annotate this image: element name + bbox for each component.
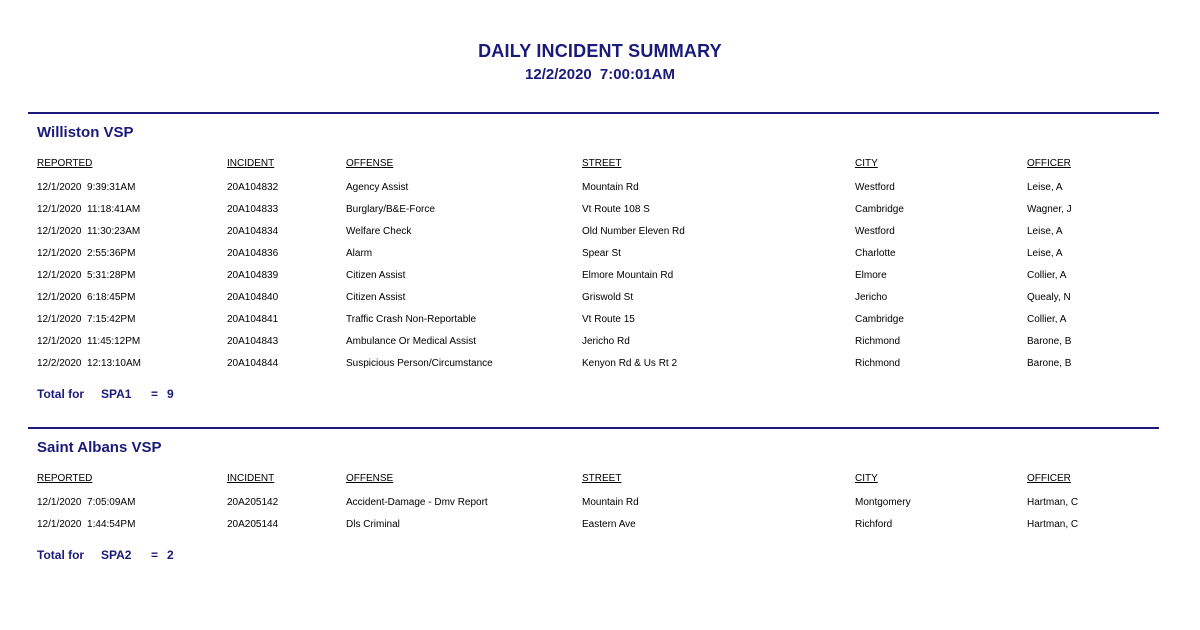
total-equals: = <box>151 387 159 401</box>
incident-table <box>37 158 1147 374</box>
cell-offense: Alarm <box>346 247 373 259</box>
column-header-reported: REPORTED <box>37 158 93 169</box>
cell-incident: 20A104843 <box>227 335 279 347</box>
cell-city: Cambridge <box>855 313 904 325</box>
column-header-offense: OFFENSE <box>346 473 394 484</box>
cell-reported: 12/1/2020 11:18:41AM <box>37 203 141 215</box>
cell-offense: Accident-Damage - Dmv Report <box>346 496 488 508</box>
column-header-officer: OFFICER <box>1027 158 1071 169</box>
cell-officer: Barone, B <box>1027 357 1072 369</box>
cell-incident: 20A104834 <box>227 225 279 237</box>
section-title: Saint Albans VSP <box>37 439 162 456</box>
table-header-row <box>37 473 1147 491</box>
total-code: SPA2 <box>101 548 132 562</box>
cell-incident: 20A104840 <box>227 291 279 303</box>
total-count: 2 <box>167 548 174 562</box>
table-row <box>37 352 1147 374</box>
cell-incident: 20A104839 <box>227 269 279 281</box>
cell-officer: Hartman, C <box>1027 496 1079 508</box>
column-header-incident: INCIDENT <box>227 158 275 169</box>
report-header <box>0 40 1200 84</box>
total-code: SPA1 <box>101 387 132 401</box>
cell-city: Richmond <box>855 335 901 347</box>
cell-officer: Quealy, N <box>1027 291 1071 303</box>
section-total <box>37 547 1159 563</box>
incident-table <box>37 473 1147 535</box>
cell-offense: Citizen Assist <box>346 291 406 303</box>
cell-offense: Citizen Assist <box>346 269 406 281</box>
cell-officer: Leise, A <box>1027 181 1063 193</box>
table-row <box>37 308 1147 330</box>
cell-officer: Wagner, J <box>1027 203 1072 215</box>
cell-offense: Burglary/B&E-Force <box>346 203 435 215</box>
cell-incident: 20A205142 <box>227 496 279 508</box>
table-header-row <box>37 158 1147 176</box>
cell-city: Richford <box>855 518 893 530</box>
cell-reported: 12/1/2020 1:44:54PM <box>37 518 136 530</box>
column-header-city: CITY <box>855 473 878 484</box>
cell-reported: 12/1/2020 2:55:36PM <box>37 247 136 259</box>
cell-offense: Ambulance Or Medical Assist <box>346 335 477 347</box>
report-title: DAILY INCIDENT SUMMARY <box>478 41 722 61</box>
cell-incident: 20A104836 <box>227 247 279 259</box>
section-title: Williston VSP <box>37 124 134 141</box>
column-header-city: CITY <box>855 158 878 169</box>
total-label: Total for <box>37 387 85 401</box>
table-row <box>37 220 1147 242</box>
cell-offense: Suspicious Person/Circumstance <box>346 357 493 369</box>
cell-street: Griswold St <box>582 291 634 303</box>
cell-reported: 12/1/2020 7:15:42PM <box>37 313 136 325</box>
cell-city: Montgomery <box>855 496 911 508</box>
total-count: 9 <box>167 387 174 401</box>
table-row <box>37 491 1147 513</box>
cell-street: Elmore Mountain Rd <box>582 269 674 281</box>
table-row <box>37 286 1147 308</box>
cell-reported: 12/1/2020 5:31:28PM <box>37 269 136 281</box>
cell-street: Spear St <box>582 247 621 259</box>
total-equals: = <box>151 548 159 562</box>
cell-reported: 12/2/2020 12:13:10AM <box>37 357 141 369</box>
cell-officer: Barone, B <box>1027 335 1072 347</box>
cell-reported: 12/1/2020 11:45:12PM <box>37 335 141 347</box>
column-header-incident: INCIDENT <box>227 473 275 484</box>
cell-officer: Collier, A <box>1027 269 1067 281</box>
cell-reported: 12/1/2020 7:05:09AM <box>37 496 136 508</box>
table-row <box>37 513 1147 535</box>
table-row <box>37 264 1147 286</box>
cell-city: Jericho <box>855 291 888 303</box>
cell-officer: Hartman, C <box>1027 518 1079 530</box>
total-label: Total for <box>37 548 85 562</box>
cell-city: Westford <box>855 225 895 237</box>
cell-officer: Collier, A <box>1027 313 1067 325</box>
cell-offense: Welfare Check <box>346 225 412 237</box>
section-saint-albans <box>28 427 1159 563</box>
cell-reported: 12/1/2020 9:39:31AM <box>37 181 136 193</box>
table-row <box>37 176 1147 198</box>
cell-street: Kenyon Rd & Us Rt 2 <box>582 357 678 369</box>
table-row <box>37 242 1147 264</box>
cell-street: Vt Route 15 <box>582 313 635 325</box>
section-williston <box>28 112 1159 402</box>
cell-offense: Dls Criminal <box>346 518 400 530</box>
cell-street: Mountain Rd <box>582 496 639 508</box>
cell-incident: 20A104841 <box>227 313 279 325</box>
report-datetime: 12/2/2020 7:00:01AM <box>525 66 675 83</box>
section-divider <box>28 112 1159 114</box>
cell-street: Vt Route 108 S <box>582 203 650 215</box>
table-row <box>37 198 1147 220</box>
cell-incident: 20A104833 <box>227 203 279 215</box>
cell-incident: 20A104832 <box>227 181 279 193</box>
cell-city: Richmond <box>855 357 901 369</box>
cell-street: Jericho Rd <box>582 335 630 347</box>
cell-incident: 20A205144 <box>227 518 279 530</box>
cell-city: Westford <box>855 181 895 193</box>
cell-offense: Traffic Crash Non-Reportable <box>346 313 477 325</box>
cell-reported: 12/1/2020 6:18:45PM <box>37 291 136 303</box>
cell-street: Old Number Eleven Rd <box>582 225 685 237</box>
cell-street: Mountain Rd <box>582 181 639 193</box>
cell-officer: Leise, A <box>1027 247 1063 259</box>
section-divider <box>28 427 1159 429</box>
column-header-officer: OFFICER <box>1027 473 1071 484</box>
cell-city: Charlotte <box>855 247 896 259</box>
cell-city: Cambridge <box>855 203 904 215</box>
cell-offense: Agency Assist <box>346 181 409 193</box>
table-row <box>37 330 1147 352</box>
cell-reported: 12/1/2020 11:30:23AM <box>37 225 141 237</box>
section-total <box>37 386 1159 402</box>
cell-street: Eastern Ave <box>582 518 636 530</box>
column-header-offense: OFFENSE <box>346 158 394 169</box>
cell-city: Elmore <box>855 269 887 281</box>
column-header-reported: REPORTED <box>37 473 93 484</box>
cell-officer: Leise, A <box>1027 225 1063 237</box>
cell-incident: 20A104844 <box>227 357 279 369</box>
column-header-street: STREET <box>582 158 622 169</box>
column-header-street: STREET <box>582 473 622 484</box>
